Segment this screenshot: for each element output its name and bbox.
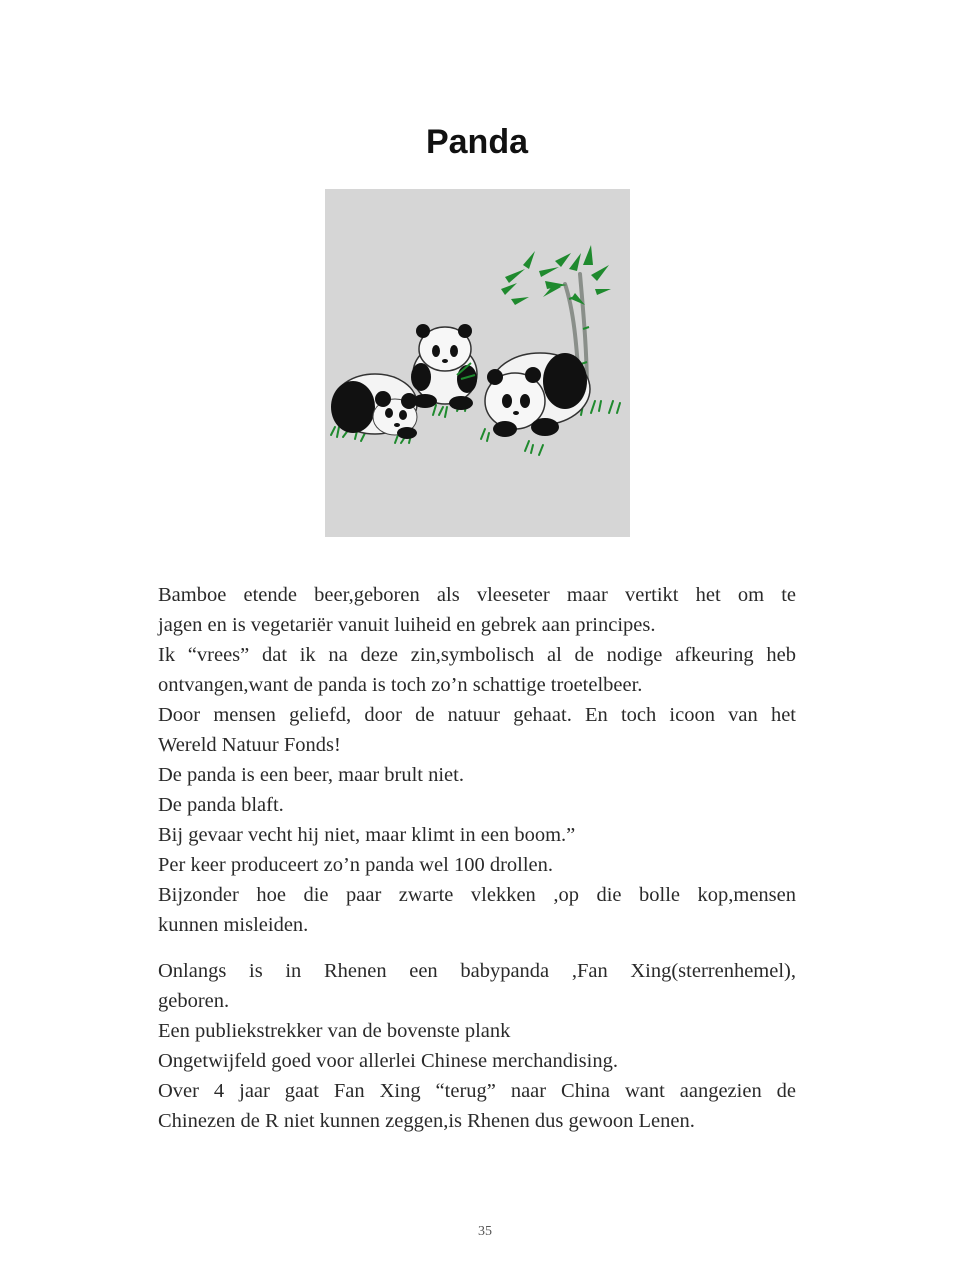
text-line: Bij gevaar vecht hij niet, maar klimt in een boom.” [158,824,576,846]
text-line: Chinezen de R niet kunnen zeggen,is Rhenen dus gewoon Lenen. [158,1110,695,1132]
paragraph-2 [158,956,796,1136]
panda-illustration [325,189,630,537]
text-line: ontvangen,want de panda is toch zo’n schattige troetelbeer. [158,674,643,696]
text-line: Bijzonder hoe die paar zwarte vlekken ,op die bolle kop,mensen [158,884,796,906]
paragraph-1 [158,580,796,940]
page-title: Panda [425,123,529,161]
text-line: Onlangs is in Rhenen een babypanda ,Fan Xing(sterrenhemel), [158,960,796,982]
text-line: Een publiekstrekker van de bovenste plank [158,1020,511,1042]
panda-left [331,374,417,439]
text-line: Bamboe etende beer,geboren als vleeseter maar vertikt het om te [158,584,796,606]
text-line: De panda is een beer, maar brult niet. [158,764,464,786]
text-line: De panda blaft. [158,794,284,816]
text-line: geboren. [158,990,230,1012]
text-line: Door mensen geliefd, door de natuur gehaat. En toch icoon van het [158,704,796,726]
text-line: Ongetwijfeld goed voor allerlei Chinese merchandising. [158,1050,618,1072]
text-line: kunnen misleiden. [158,914,309,936]
text-line: Ik “vrees” dat ik na deze zin,symbolisch al de nodige afkeuring heb [158,644,796,666]
page-number: 35 [478,1224,492,1239]
body-text [158,580,796,1136]
text-line: Per keer produceert zo’n panda wel 100 drollen. [158,854,554,876]
text-line: Over 4 jaar gaat Fan Xing “terug” naar China want aangezien de [158,1080,796,1102]
panda-middle [411,324,477,410]
text-line: Wereld Natuur Fonds! [158,734,341,756]
text-line: jagen en is vegetariër vanuit luiheid en gebrek aan principes. [158,614,656,636]
